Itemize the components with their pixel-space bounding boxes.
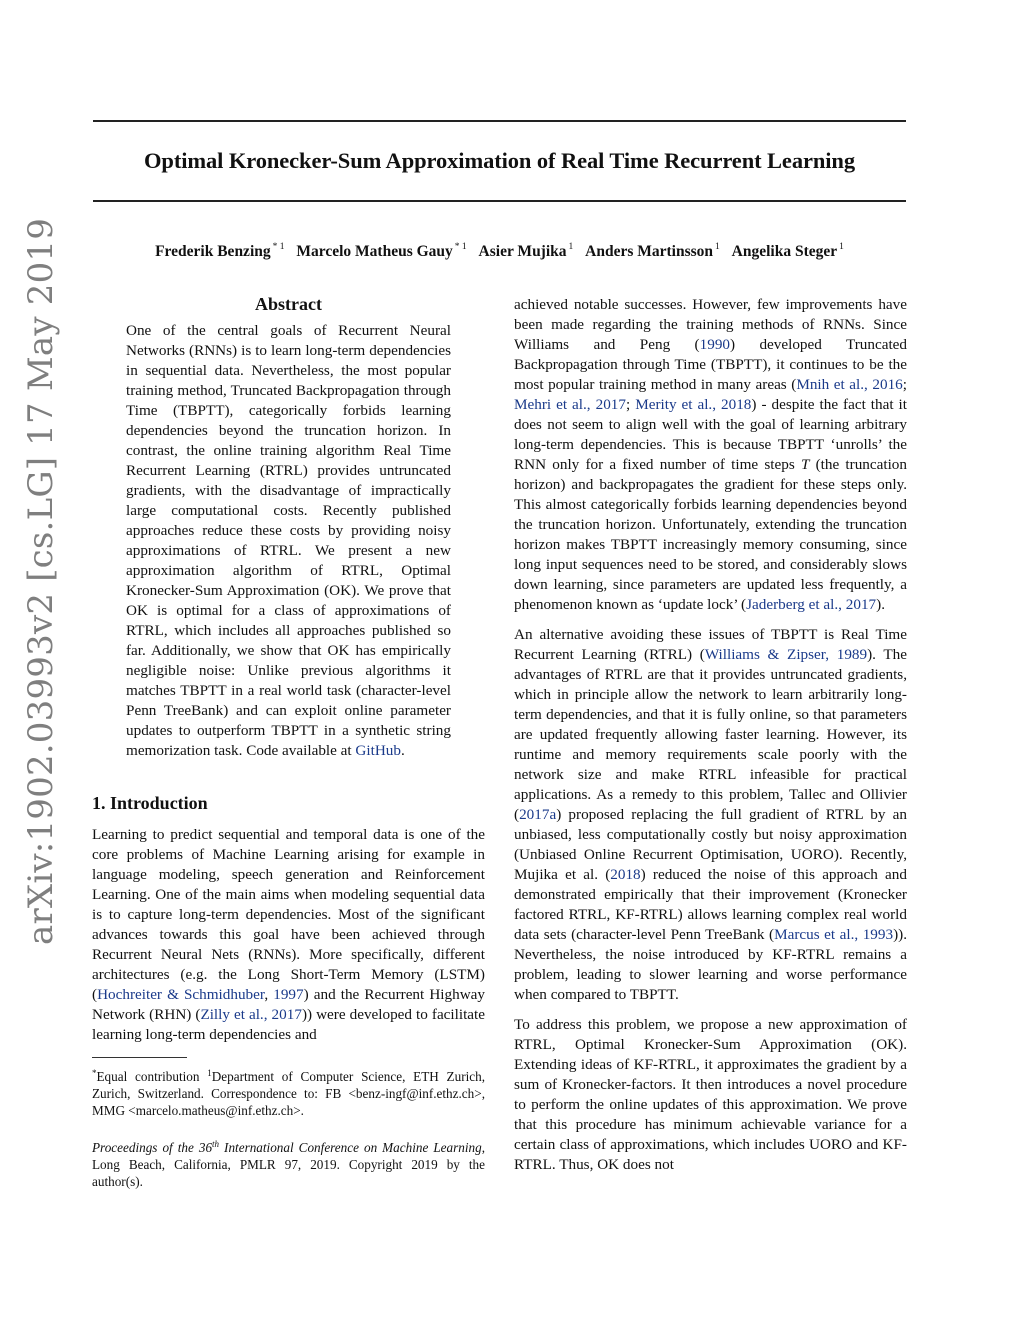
intro-text: )) were developed to facilitate learning long-term dependencies and <box>92 1006 486 1043</box>
body-text: ) reduced the noise of this approach and demonstrated empirically that their improvement (Kronecker factored RTRL, KF-RTRL) allows learning complex real world data sets (character-level Penn TreeBank ( <box>514 866 907 943</box>
intro-text: Learning to predict sequential and temporal data is one of the core problems of Machine Learning arising for example in language modeling, speech generation and Reinforcement Learning. One of the main aims when modeling sequential data is to capture long-term dependencies. Most of the significant advances towards this goal have been achieved through Recurrent Neural Nets (RNNs). More specifically, different architectures (e.g. the Long Short-Term Memory (LSTM) ( <box>92 826 485 1003</box>
proceedings-text: International Conference on Machine Learning <box>219 1140 482 1155</box>
intro-text: ) and the Recurrent Highway Network (RHN) ( <box>92 986 485 1023</box>
abstract-text: One of the central goals of Recurrent Neural Networks (RNNs) is to learn long-term dependencies in sequential data. Nevertheless, the most popular training method, Truncated Backpropagation through Time (TBPTT), categorically forbids learning dependencies beyond the truncation horizon. In contrast, the online training algorithm Real Time Recurrent Learning (RTRL) provides untruncated gradients, with the disadvantage of impractically large computational costs. Recently published approaches reduce these costs by providing noisy approximations of RTRL. We present a new approximation algorithm of RTRL, Optimal Kronecker-Sum Approximation (OK). We prove that OK is optimal for a class of approximations of RTRL, which includes all approaches published so far. Additionally, we show that OK has empirically negligible noise: Unlike previous algorithms it matches TBPTT in a real world task (character-level Penn TreeBank) and can exploit online parameter updates to outperform TBPTT in a synthetic string memorization task. Code available at <box>126 322 451 759</box>
abstract-heading: Abstract <box>255 294 322 314</box>
citation-link[interactable]: Zilly et al., 2017 <box>200 1006 302 1023</box>
footnote-rule <box>92 1057 187 1058</box>
author-name: Frederik Benzing <box>155 243 271 260</box>
footnote-text: Department of Computer Science, ETH Zurich, Zurich, Switzerland. Correspondence to: FB <benz-ingf@inf.ethz.ch>, MMG <marcelo.matheus@inf.ethz.ch>. <box>92 1069 485 1118</box>
title-rule-top <box>93 120 906 122</box>
author-affiliation-mark: * 1 <box>454 242 467 252</box>
body-paragraph <box>514 295 907 615</box>
author-affiliation-mark: 1 <box>839 242 844 252</box>
abstract-text-end: . <box>400 742 405 759</box>
citation-link[interactable]: Marcus et al., 1993 <box>774 926 894 943</box>
author <box>732 243 844 260</box>
footnote <box>92 1065 485 1119</box>
proceedings-number: 36 <box>198 1140 213 1155</box>
body-text: ) proposed replacing the full gradient of RTRL by an unbiased, less computationally costly but noisy approximation (Unbiased Online Recurrent Optimisation, UORO). Recently, Mujika et al. ( <box>514 806 907 883</box>
body-paragraph: To address this problem, we propose a new approximation of RTRL, Optimal Kronecker-Sum Approximation (OK). Extending ideas of KF-RTRL, it approximates the gradient by a sum of Kronecker-factors. It then introduces a novel procedure to perform the online updates of this approximation. We prove that this procedure has minimum achievable variance for a certain class of approximations, which includes UORO and KF-RTRL. Thus, OK does not <box>514 1016 907 1173</box>
citation-link[interactable]: Mnih et al., 2016 <box>796 376 903 393</box>
author-affiliation-mark: 1 <box>715 242 720 252</box>
footnote-affiliation-mark: 1 <box>207 1068 212 1078</box>
math-variable: T <box>800 456 810 473</box>
author-name: Angelika Steger <box>731 243 838 260</box>
author <box>296 243 466 260</box>
body-text: ). <box>876 596 886 613</box>
proceedings-text: Proceedings of the <box>92 1140 199 1155</box>
body-paragraph <box>514 625 907 1005</box>
author-affiliation-mark: 1 <box>568 242 574 252</box>
abstract-body <box>126 321 451 761</box>
author-name: Marcelo Matheus Gauy <box>296 243 453 260</box>
title-rule-bottom <box>93 200 906 202</box>
citation-link[interactable]: Mehri et al., 2017 <box>514 396 626 413</box>
proceedings-text: , Long Beach, California, PMLR 97, 2019. Copyright 2019 by the author(s). <box>92 1140 485 1189</box>
body-text: achieved notable successes. However, few improvements have been made regarding the training methods of RNNs. Since Williams and Peng ( <box>514 296 907 353</box>
body-text: ; <box>625 396 636 413</box>
footnote-star-mark: * <box>92 1068 97 1078</box>
proceedings-ordinal: th <box>212 1139 220 1149</box>
body-text: ) developed Truncated Backpropagation through Time (TBPTT), it continues to be the most popular training method in many areas ( <box>514 336 908 393</box>
arxiv-identifier-stamp: arXiv:1902.03993v2 [cs.LG] 17 May 2019 <box>21 217 61 945</box>
citation-link[interactable]: Hochreiter & Schmidhuber <box>97 986 265 1003</box>
author-name: Anders Martinsson <box>585 243 714 260</box>
citation-link[interactable]: 1990 <box>699 336 730 353</box>
author <box>479 243 574 260</box>
citation-link[interactable]: 2017a <box>519 806 557 823</box>
author <box>585 243 720 260</box>
author-name: Asier Mujika <box>478 243 567 260</box>
body-text: ) - despite the fact that it does not seem to align well with the goal of learning arbitrary long-term dependencies. This is because TBPTT ‘unrolls’ the RNN only for a fixed number of time steps <box>514 396 907 473</box>
body-text: An alternative avoiding these issues of TBPTT is Real Time Recurrent Learning (RTRL) ( <box>514 626 907 663</box>
section-heading-introduction: 1. Introduction <box>92 793 208 813</box>
intro-text: , <box>264 986 274 1003</box>
author <box>155 243 284 260</box>
body-text: ). The advantages of RTRL are that it provides untruncated gradients, which in principle allow the network to learn arbitrarily long-term dependencies, and that it is fully online, so that parameters are updated frequently allowing faster learning. However, its runtime and memory requirements scale poorly with the network size and make RTRL infeasible for practical applications. As a remedy to this problem, Tallec and Ollivier ( <box>514 646 907 823</box>
citation-link[interactable]: Merity et al., 2018 <box>635 396 752 413</box>
body-text: (the truncation horizon) and backpropagates the gradient for these steps only. This almost categorically forbids learning dependencies beyond the truncation horizon. Unfortunately, extending the truncation horizon makes TBPTT increasingly memory consuming, since long input sequences need to be stored, and considerably slows down learning, since parameters are updated less frequently, a phenomenon known as ‘update lock’ ( <box>514 456 907 613</box>
paper-title: Optimal Kronecker-Sum Approximation of Real Time Recurrent Learning <box>144 148 855 173</box>
github-link[interactable]: GitHub <box>355 742 401 759</box>
author-affiliation-mark: * 1 <box>272 242 285 252</box>
citation-link[interactable]: Williams & Zipser, 1989 <box>704 646 868 663</box>
proceedings-note <box>92 1136 485 1190</box>
author-list <box>93 236 906 263</box>
intro-paragraph <box>92 825 485 1045</box>
right-column <box>514 295 907 1175</box>
body-text: )). Nevertheless, the noise introduced by KF-RTRL remains a problem, leading to slower learning and worse performance when compared to TBPTT. <box>514 926 907 1003</box>
footnote-text: Equal contribution <box>96 1069 200 1084</box>
body-text: ; <box>902 376 907 393</box>
citation-link[interactable]: 1997 <box>273 986 304 1003</box>
left-column <box>92 292 485 1190</box>
citation-link[interactable]: Jaderberg et al., 2017 <box>746 596 877 613</box>
citation-link[interactable]: 2018 <box>610 866 641 883</box>
